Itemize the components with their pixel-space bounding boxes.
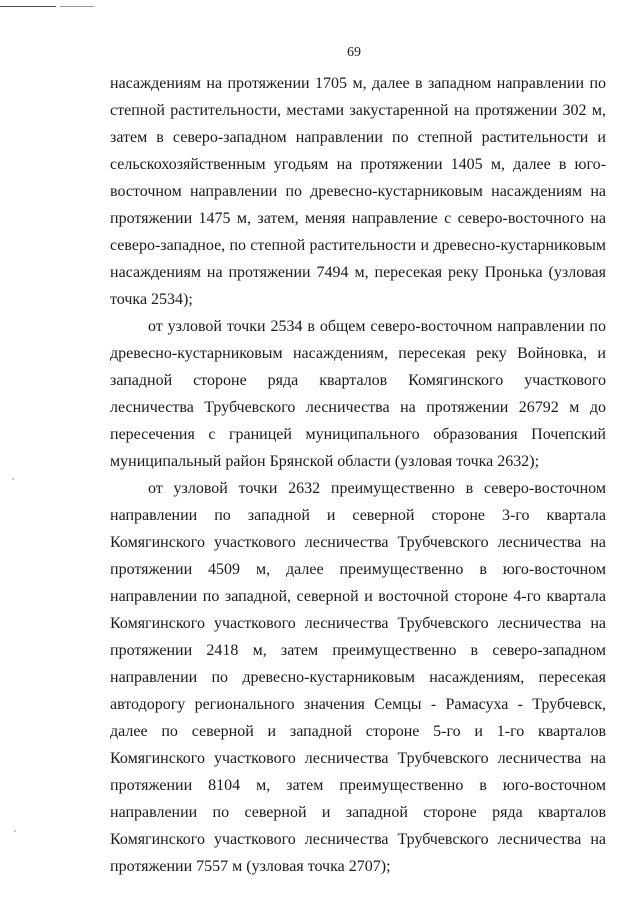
document-body xyxy=(110,70,606,880)
paragraph-node-2632: от узловой точки 2632 преимущественно в северо-восточном направлении по западной и северной стороне 3-го квартала Комягинского участкового лесничества Трубчевского лесничества на протяжении 4509 м, далее преимущественно в юго-восточном направлении по западной, северной и восточной стороне 4-го квартала Комягинского участкового лесничества Трубчевского лесничества на протяжении 2418 м, затем преимущественно в северо-западном направлении по древесно-кустарниковым насаждениям, пересекая автодорогу регионального значения Семцы - Рамасуха - Трубчевск, далее по северной и западной стороне 5-го и 1-го кварталов Комягинского участкового лесничества Трубчевского лесничества на протяжении 8104 м, затем преимущественно в юго-восточном направлении по северной и западной стороне ряда кварталов Комягинского участкового лесничества Трубчевского лесничества на протяжении 7557 м (узловая точка 2707); xyxy=(110,480,606,875)
page-number: 69 xyxy=(347,45,361,60)
scan-edge-line xyxy=(0,6,56,7)
scan-edge-line xyxy=(60,6,94,7)
scan-speck xyxy=(14,830,16,832)
scan-speck xyxy=(12,478,14,480)
paragraph-continuation: насаждениям на протяжении 1705 м, далее в западном направлении по степной растительности, местами закустаренной на протяжении 302 м, затем в северо-западном направлении по степной растительности и сельскохозяйственным угодьям на протяжении 1405 м, далее в юго-восточном направлении по древесно-кустарниковым насаждениям на протяжении 1475 м, затем, меняя направление с северо-восточного на северо-западное, по степной растительности и древесно-кустарниковым насаждениям на протяжении 7494 м, пересекая реку Пронька (узловая точка 2534); xyxy=(110,75,606,308)
paragraph-node-2534: от узловой точки 2534 в общем северо-восточном направлении по древесно-кустарниковым насаждениям, пересекая реку Войновка, и западной стороне ряда кварталов Комягинского участкового лесничества Трубчевского лесничества на протяжении 26792 м до пересечения с границей муниципального образования Почепский муниципальный район Брянской области (узловая точка 2632); xyxy=(110,318,606,470)
